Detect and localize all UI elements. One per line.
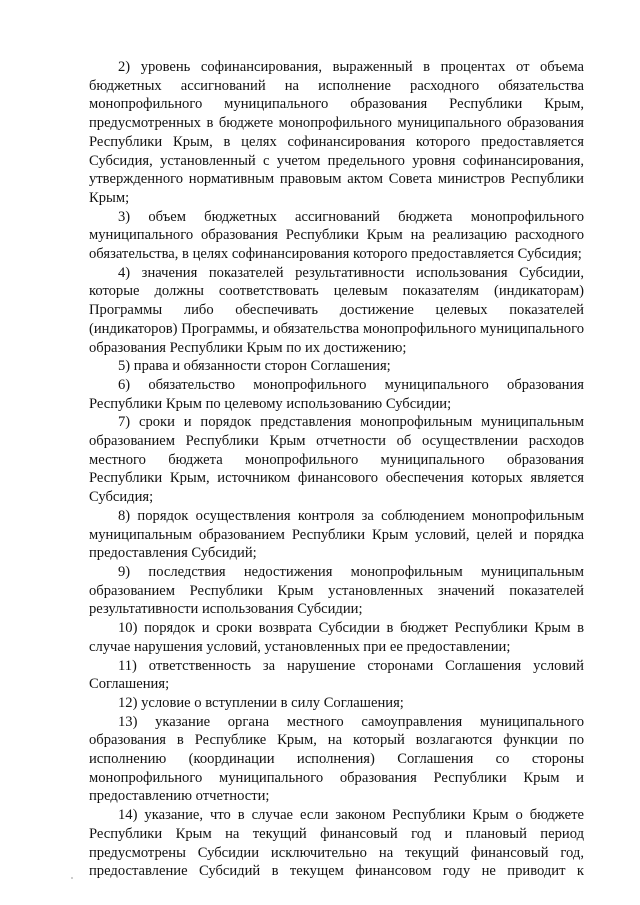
paragraph-item-12: 12) условие о вступлении в силу Соглашения; [118,694,404,711]
paragraph-item-11: 11) ответственность за нарушение сторонами Соглашения условий Соглашения; [89,657,584,693]
paragraph-item-7: 7) сроки и порядок представления монопрофильным муниципальным образованием Республики Крым отчетности об осуществлении расходов местного бюджета монопрофильного муниципального образования Республики Крым, источником финансового обеспечения которых является Субсидия; [89,414,584,506]
paragraph-item-5: 5) права и обязанности сторон Соглашения; [118,358,391,375]
paragraph-item-2: 2) уровень софинансирования, выраженный в процентах от объема бюджетных ассигнований на исполнение расходного обязательства монопрофильного муниципального образования Республики Крым, предусмотренных в бюджете монопрофильного муниципального образования Республики Крым, в целях софинансирования которого предоставляется Субсидия, установленный с учетом предельного уровня софинансирования, утвержденного нормативным правовым актом Совета министров Республики Крым; [89,59,584,206]
scan-speck [71,877,73,879]
paragraph-item-6: 6) обязательство монопрофильного муниципального образования Республики Крым по целевому использованию Субсидии; [89,376,584,412]
paragraph-item-9: 9) последствия недостижения монопрофильным муниципальным образованием Республики Крым установленных значений показателей результативности использования Субсидии; [89,563,584,618]
paragraph-item-3: 3) объем бюджетных ассигнований бюджета монопрофильного муниципального образования Республики Крым на реализацию расходного обязательства, в целях софинансирования которого предоставляется Субсидия; [89,208,584,263]
paragraph-item-14: 14) указание, что в случае если законом Республики Крым о бюджете Республики Крым на текущий финансовый год и плановый период предусмотрены Субсидии исключительно на текущий финансовый год, предоставление Субсидий в текущем финансовом году не приводит к [89,807,584,880]
paragraph-item-10: 10) порядок и сроки возврата Субсидии в бюджет Республики Крым в случае нарушения условий, установленных при ее предоставлении; [89,620,584,655]
paragraph-item-13: 13) указание органа местного самоуправления муниципального образования в Республике Крым, на который возлагаются функции по исполнению (координации исполнения) Соглашения со стороны монопрофильного муниципального образования Республики Крым и предоставлению отчетности; [89,713,584,805]
paragraph-item-4: 4) значения показателей результативности использования Субсидии, которые должны соответствовать целевым показателям (индикаторам) Программы либо обеспечивать достижение целевых показателей (индикаторов) Программы, и обязательства монопрофильного муниципального образования Республики Крым по их достижению; [89,264,584,356]
paragraph-item-8: 8) порядок осуществления контроля за соблюдением монопрофильным муниципальным образованием Республики Крым условий, целей и порядка предоставления Субсидий; [89,507,584,562]
